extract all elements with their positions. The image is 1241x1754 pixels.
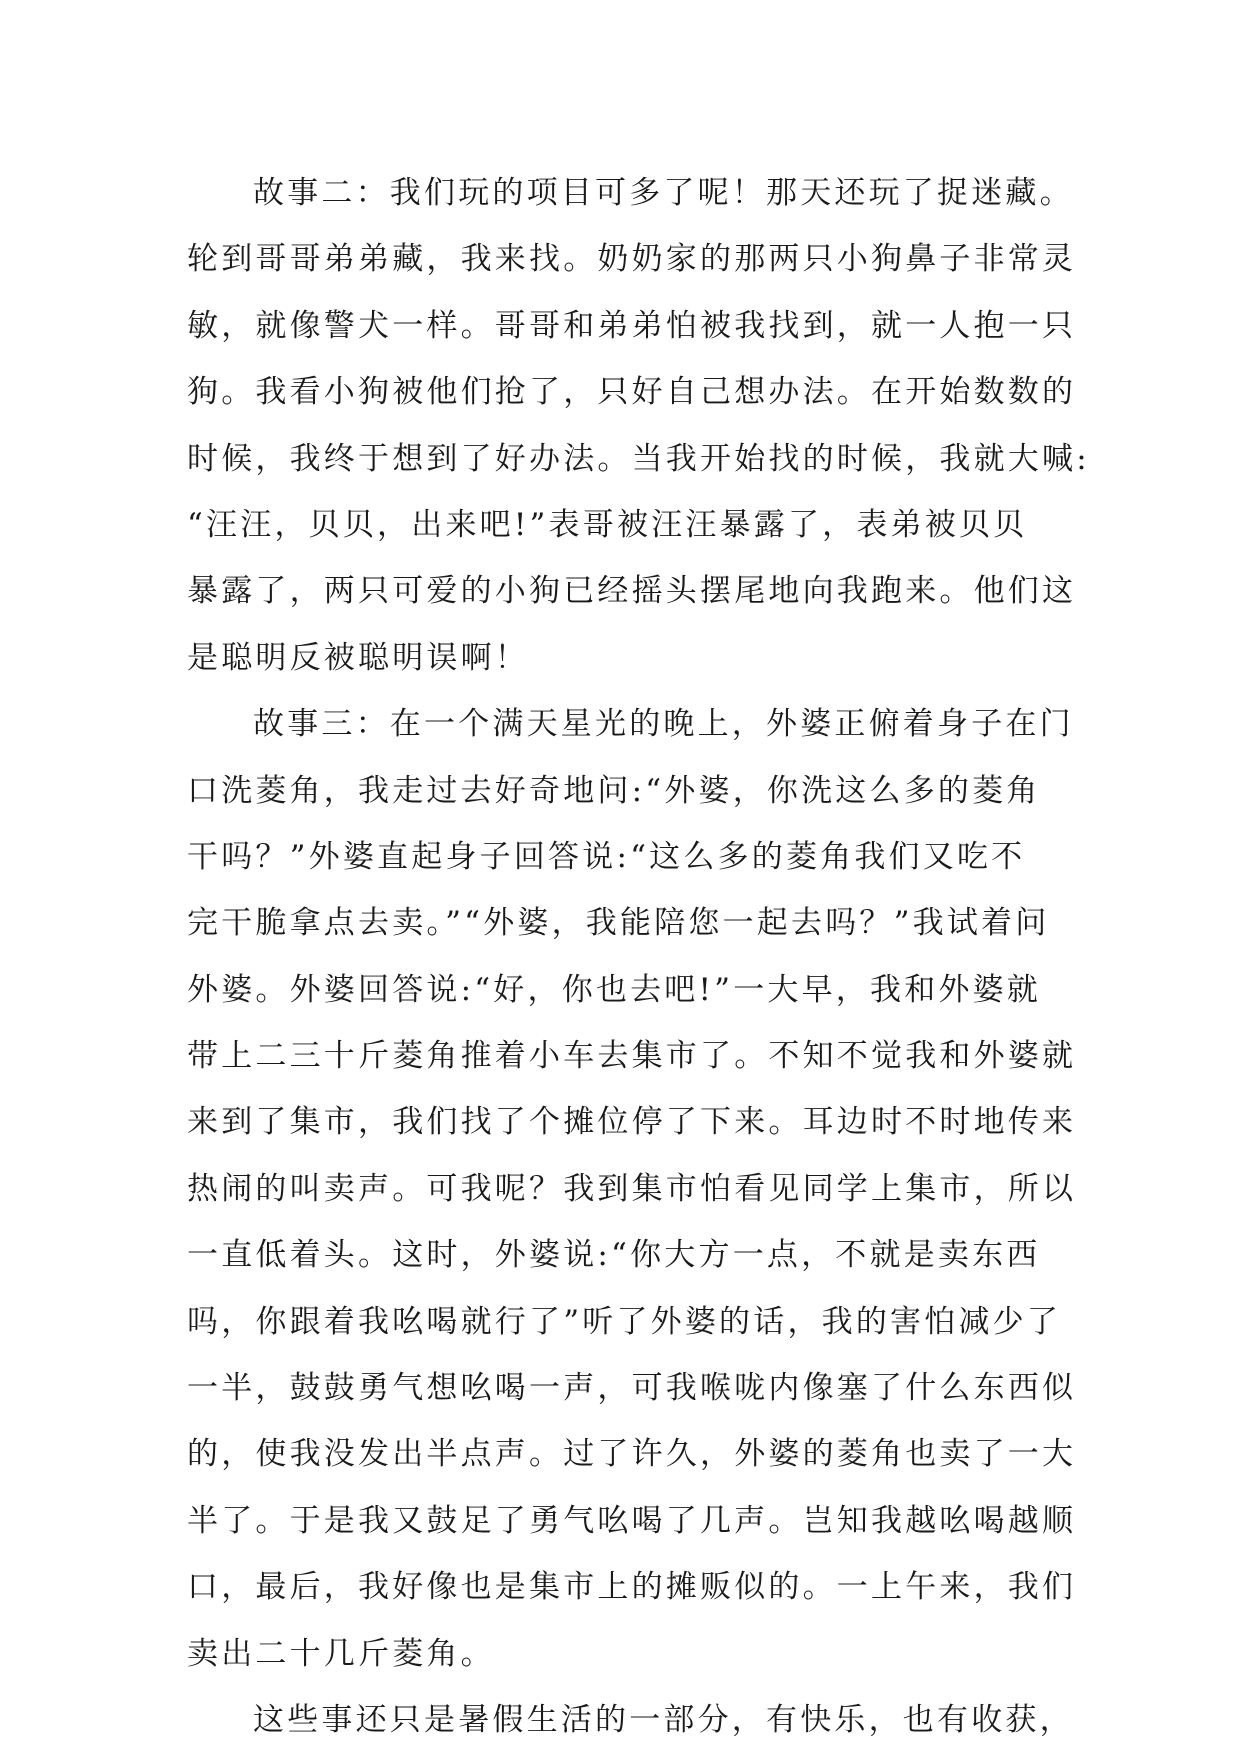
text-line: 带上二三十斤菱角推着小车去集市了。不知不觉我和外婆就 <box>187 1038 1077 1075</box>
text-line: 一半，鼓鼓勇气想吆喝一声，可我喉咙内像塞了什么东西似 <box>187 1370 1077 1407</box>
text-line: 暴露了，两只可爱的小狗已经摇头摆尾地向我跑来。他们这 <box>187 573 1077 610</box>
text-line: “汪汪，贝贝，出来吧!”表哥被汪汪暴露了，表弟被贝贝 <box>187 506 1028 543</box>
text-line: 卖出二十几斤菱角。 <box>187 1635 495 1672</box>
text-line: 狗。我看小狗被他们抢了，只好自己想办法。在开始数数的 <box>187 374 1077 411</box>
text-line: 时候，我终于想到了好办法。当我开始找的时候，我就大喊: <box>187 440 1090 477</box>
text-line: 一直低着头。这时，外婆说:“你大方一点，不就是卖东西 <box>187 1237 1041 1274</box>
text-line: 敏，就像警犬一样。哥哥和弟弟怕被我找到，就一人抱一只 <box>187 307 1077 344</box>
text-line: 外婆。外婆回答说:“好，你也去吧!”一大早，我和外婆就 <box>187 971 1041 1008</box>
text-line: 口洗菱角，我走过去好奇地问:“外婆，你洗这么多的菱角 <box>187 772 1041 809</box>
document-body <box>187 160 1090 1753</box>
text-line: 轮到哥哥弟弟藏，我来找。奶奶家的那两只小狗鼻子非常灵 <box>187 241 1077 278</box>
text-line: 故事三：在一个满天星光的晚上，外婆正俯着身子在门 <box>253 706 1074 743</box>
text-line: 干吗？”外婆直起身子回答说:“这么多的菱角我们又吃不 <box>187 838 1026 875</box>
text-line: 来到了集市，我们找了个摊位停了下来。耳边时不时地传来 <box>187 1104 1077 1141</box>
text-line: 故事二：我们玩的项目可多了呢！那天还玩了捉迷藏。 <box>253 175 1074 211</box>
text-line: 这些事还只是暑假生活的一部分，有快乐，也有收获， <box>253 1701 1074 1738</box>
text-line: 热闹的叫卖声。可我呢？我到集市怕看见同学上集市，所以 <box>187 1170 1077 1207</box>
text-line: 口，最后，我好像也是集市上的摊贩似的。一上午来，我们 <box>187 1569 1077 1606</box>
text-line: 的，使我没发出半点声。过了许久，外婆的菱角也卖了一大 <box>187 1436 1077 1473</box>
text-line: 吗，你跟着我吆喝就行了”听了外婆的话，我的害怕减少了 <box>187 1303 1062 1340</box>
text-line: 半了。于是我又鼓足了勇气吆喝了几声。岂知我越吆喝越顺 <box>187 1502 1077 1539</box>
text-line: 完干脆拿点去卖。”“外婆，我能陪您一起去吗？”我试着问 <box>187 905 1050 942</box>
text-line: 是聪明反被聪明误啊！ <box>187 639 529 676</box>
